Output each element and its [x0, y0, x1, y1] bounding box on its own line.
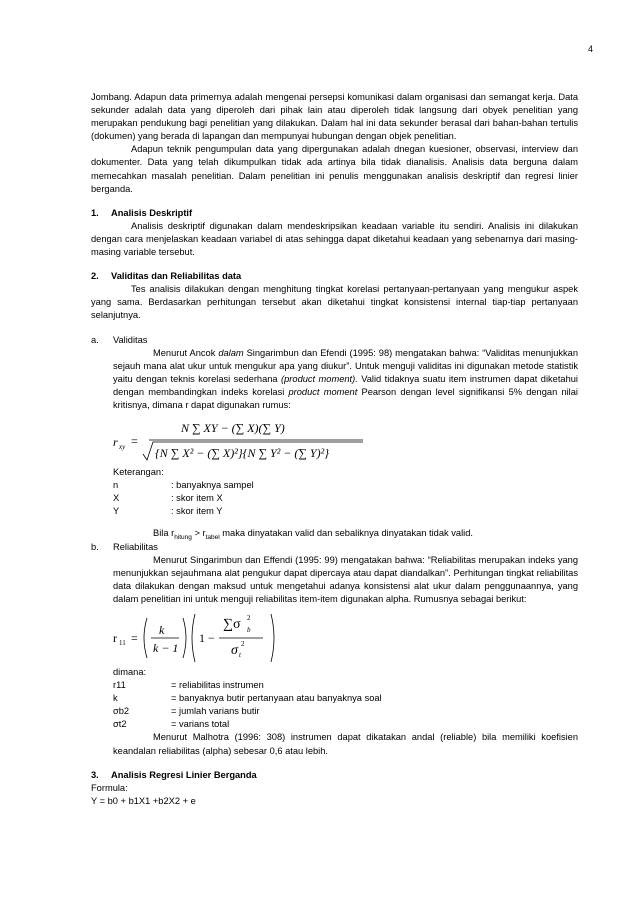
- text-span-italic: (product moment).: [281, 373, 358, 384]
- svg-text:1 −: 1 −: [199, 631, 215, 645]
- term: σt2: [113, 719, 127, 730]
- definition: = banyaknya butir pertanyaan atau banyaknya soal: [171, 693, 382, 704]
- definition: : banyaknya sampel: [171, 480, 254, 491]
- subsection-reliabilitas: [91, 541, 578, 758]
- subsection-validitas: [91, 334, 578, 541]
- heading-title: Validitas dan Reliabilitas data: [111, 271, 242, 282]
- subscript: tabel: [205, 534, 220, 542]
- formula-regresi: Y = b0 + b1X1 +b2X2 + e: [91, 795, 196, 806]
- dimana-item: [113, 679, 578, 692]
- definition: : skor item X: [171, 493, 223, 504]
- keterangan-item: [113, 479, 578, 492]
- dimana-item: [113, 718, 578, 731]
- paragraph-deskriptif: Analisis deskriptif digunakan dalam mendeskripsikan keadaan variable itu sendiri. Analisis ini dilakukan dengan cara menjelaskan keadaan variabel di atas sehingga dapat diketahui keadaan yang sebenarnya dari masing-masing variable tersebut.: [91, 220, 578, 258]
- term: n: [113, 480, 119, 491]
- term: σb2: [113, 706, 130, 717]
- svg-text:k − 1: k − 1: [153, 641, 179, 655]
- svg-text:σ: σ: [231, 643, 238, 658]
- text-span: > r: [191, 528, 206, 539]
- paragraph-validitas: [113, 347, 578, 412]
- subsection-title: Reliabilitas: [113, 541, 158, 552]
- text-span: Valid tidaknya suatu item instrumen dapat diketahui dengan membandingkan indeks korelasi: [113, 373, 578, 397]
- keterangan-item: [113, 492, 578, 505]
- svg-text:2: 2: [241, 640, 245, 648]
- definition: : skor item Y: [171, 506, 223, 517]
- page-number: 4: [587, 44, 593, 54]
- text-span-italic: dalam: [218, 347, 244, 358]
- heading-analisis-deskriptif: [91, 207, 578, 220]
- term: r11: [113, 680, 126, 691]
- text-span: Bila r: [153, 528, 175, 539]
- subsection-letter: a.: [91, 334, 99, 345]
- subsection-letter: b.: [91, 541, 99, 552]
- text-span: Pearson dengan level signifikansi 5% dengan nilai kritisnya, dimana r dapat digunakan rumus:: [113, 386, 578, 410]
- keterangan-label: Keterangan:: [113, 467, 164, 478]
- heading-number: 1.: [91, 207, 99, 218]
- paragraph-validitas-reliabilitas: Tes analisis dilakukan dengan menghitung tingkat korelasi pertanyaan-pertanyaan yang mengukur aspek yang sama. Berdasarkan perhitungan tersebut akan diketahui tingkat konsistensi internal tiap-tiap pertanyaan selanjutnya.: [91, 284, 578, 321]
- svg-text:{N ∑ X² − (∑ X)²}{N ∑ Y² − (∑: {N ∑ X² − (∑ X)²}{N ∑ Y² − (∑ Y)²}: [155, 446, 329, 461]
- svg-text:=: =: [131, 434, 138, 449]
- heading-number: 2.: [91, 271, 99, 282]
- formula-label: Formula:: [91, 782, 128, 793]
- svg-text:2: 2: [247, 614, 251, 622]
- definition: = varians total: [171, 719, 230, 730]
- text-span: Menurut Ancok: [153, 347, 216, 358]
- dimana-item: [113, 705, 578, 718]
- paragraph-reliabilitas: Menurut Singarimbun dan Effendi (1995: 99) mengatakan bahwa: “Reliabilitas merupakan indeks yang menunjukkan sejauhmana alat pengukur dapat dipercaya atau dapat diandalkan”. Perhitungan tingkat reliabilitas data dilakukan dengan maksud untuk mengetahui adanya konsistensi alat ukur dalam penggunaannya, yang dalam penelitian ini untuk menguji reliabilitas item-item digunakan alpha. Rumusnya sebagai berikut:: [113, 554, 578, 604]
- svg-text:b: b: [247, 626, 251, 634]
- heading-title: Analisis Regresi Linier Berganda: [111, 769, 257, 780]
- document-body: [91, 91, 578, 808]
- svg-text:r: r: [113, 631, 117, 645]
- paragraph-malhotra: Menurut Malhotra (1996: 308) instrumen dapat dikatakan andal (reliable) bila memiliki koefisien keandalan reliabilitas (alpha) sebesar 0,6 atau lebih.: [113, 732, 578, 756]
- svg-text:t: t: [239, 651, 241, 659]
- dimana-label: dimana:: [113, 667, 147, 677]
- heading-number: 3.: [91, 769, 99, 780]
- dimana-item: [113, 692, 578, 705]
- definition: = reliabilitas instrumen: [171, 680, 264, 691]
- heading-regresi: [91, 769, 578, 782]
- text-span: maka dinyatakan valid dan sebaliknya dinyatakan tidak valid.: [219, 528, 473, 539]
- term: k: [113, 693, 118, 704]
- definition: = jumlah varians butir: [171, 706, 260, 717]
- term: Y: [113, 506, 120, 517]
- heading-validitas-reliabilitas: [91, 270, 578, 283]
- subscript: hitung: [174, 534, 192, 542]
- svg-text:r: r: [113, 435, 118, 450]
- formula-product-moment: [113, 414, 373, 464]
- svg-text:11: 11: [119, 639, 126, 647]
- paragraph-intro-1: Jombang. Adapun data primernya adalah mengenai persepsi komunikasi dalam organisasi dan semangat kerja. Data sekunder adalah data yang diperoleh dari pihak lain atau diperoleh tidak langsung dari obyek penelitian yang merupakan pendukung bagi penelitian yang dilakukan. Dalam hal ini data sekunder berasal dari bahan-bahan tertulis (dokumen) yang berada di lapangan dan mempunyai hubungan dengan objek penelitian.: [91, 92, 578, 142]
- subsection-title: Validitas: [113, 334, 148, 345]
- keterangan-item: [113, 505, 578, 518]
- paragraph-intro-2: Adapun teknik pengumpulan data yang dipergunakan adalah dnegan kuesioner, observasi, interview dan dokumenter. Data yang telah dikumpulkan tidak ada artinya bila tidak dianalisis. Analisis data berguna dalam memecahkan masalah penelitian. Dalam penelitian ini penulis menggunakan analisis deskriptif dan regresi linier berganda.: [91, 144, 578, 194]
- formula-alpha: [113, 608, 333, 664]
- heading-title: Analisis Deskriptif: [111, 207, 193, 218]
- text-span-italic: product moment: [288, 386, 358, 397]
- paragraph-bila: [113, 527, 578, 540]
- svg-text:N ∑ XY − (∑ X)(∑ Y): N ∑ XY − (∑ X)(∑ Y): [181, 421, 285, 436]
- svg-text:∑σ: ∑σ: [223, 617, 241, 632]
- term: X: [113, 493, 120, 504]
- keterangan-list: [113, 479, 578, 518]
- svg-text:k: k: [159, 623, 165, 637]
- dimana-block: [113, 666, 578, 731]
- svg-text:xy: xy: [119, 443, 126, 452]
- text-span: Singarimbun dan Efendi (1995: 98) mengatakan bahwa: “Validitas menunjukkan sejauh mana alat ukur untuk mengukur apa yang diukur”. Untuk menguji validitas ini digunakan metode statistik yaitu dengan teknis korelasi sederhana: [113, 347, 578, 384]
- svg-text:=: =: [131, 631, 138, 645]
